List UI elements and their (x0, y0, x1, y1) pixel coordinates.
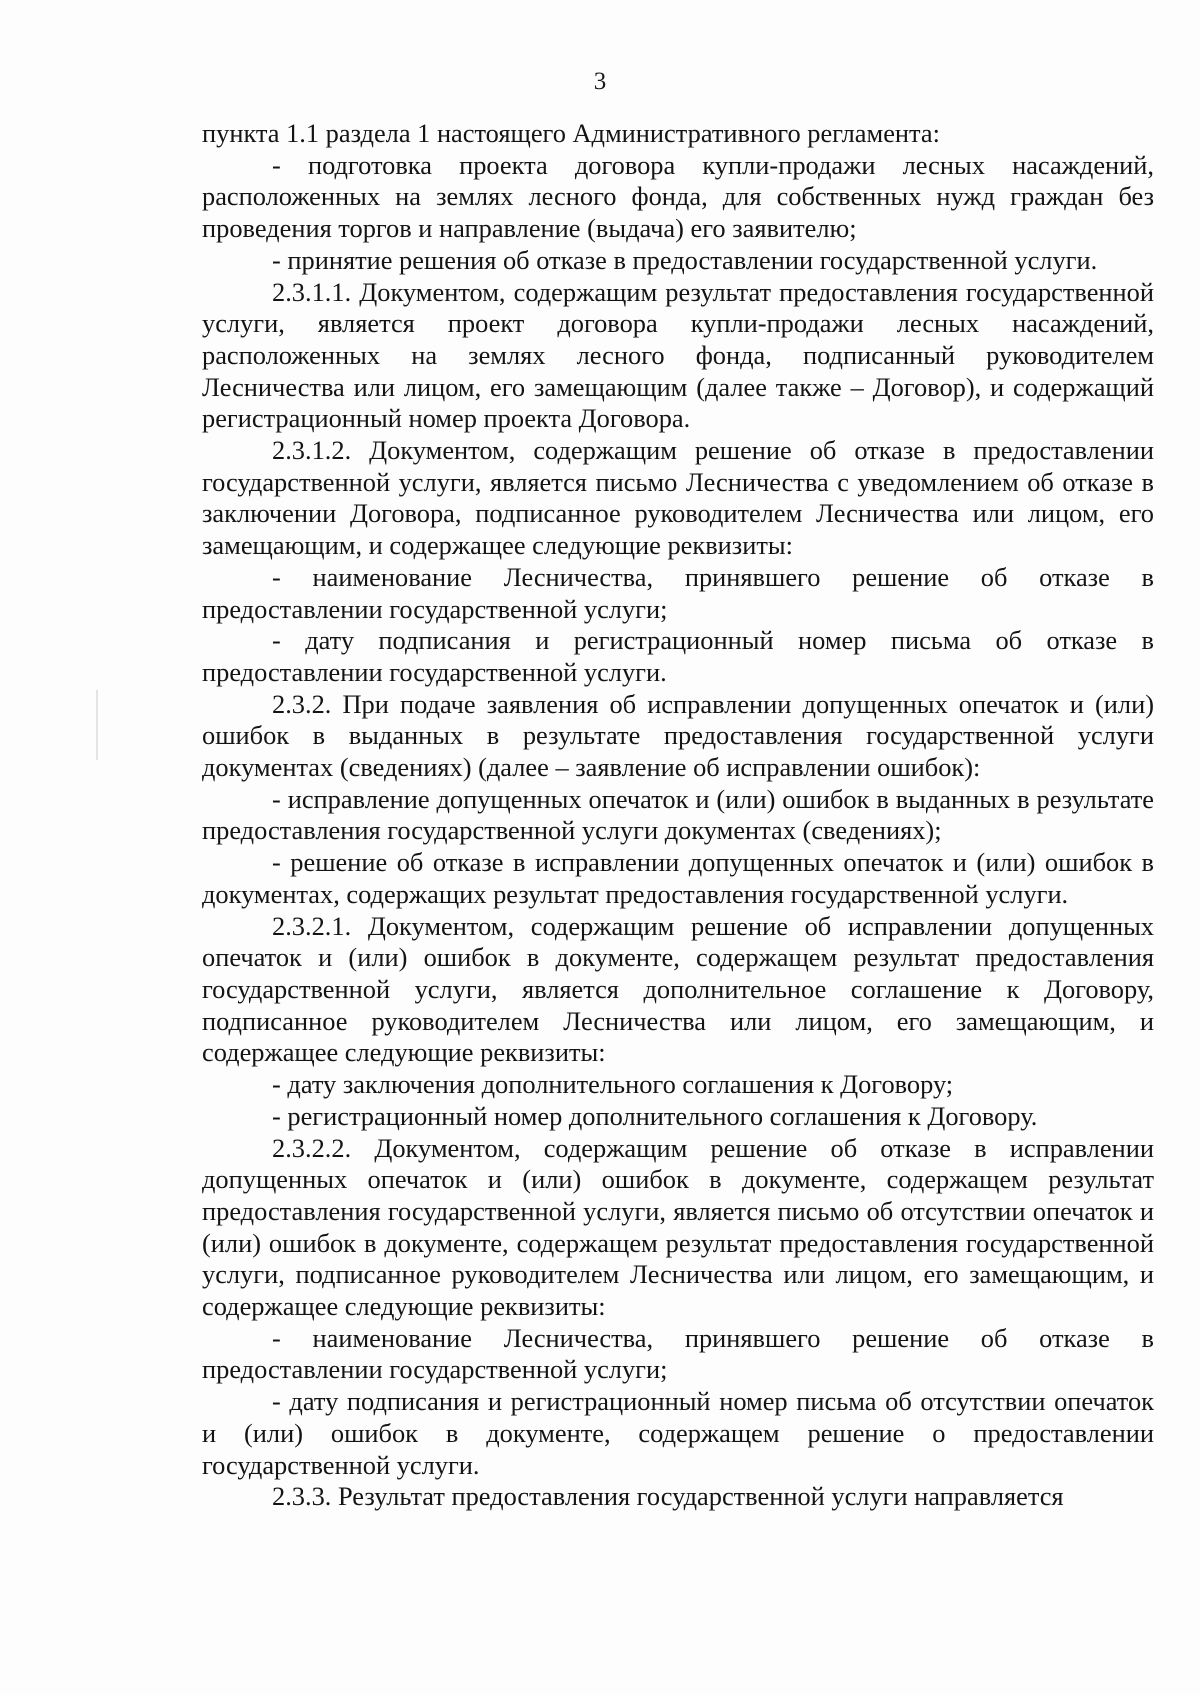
list-item-correction: - исправление допущенных опечаток и (или) ошибок в выданных в результате предоставления государственной услуги документах (сведениях); (202, 783, 1154, 846)
clause-2-3-2-1: 2.3.2.1. Документом, содержащим решение об исправлении допущенных опечаток и (или) ошибок в документе, содержащем результат предоставления государственной услуги, является дополнительное соглашение к Договору, подписанное руководителем Лесничества или лицом, его замещающим, и содержащее следующие реквизиты: (202, 910, 1154, 1068)
document-body (202, 118, 1154, 1513)
clause-2-3-3: 2.3.3. Результат предоставления государственной услуги направляется (272, 1481, 1064, 1512)
page-number: 3 (593, 68, 607, 95)
paragraph-intro: пункта 1.1 раздела 1 настоящего Административного регламента: (202, 118, 940, 148)
clause-2-3-1-1: 2.3.1.1. Документом, содержащим результат предоставления государственной услуги, является проект договора купли-продажи лесных насаждений, расположенных на землях лесного фонда, подписанный руководителем Лесничества или лицом, его замещающим (далее также – Договор), и содержащий регистрационный номер проекта Договора. (202, 276, 1154, 434)
list-item-signing-date-2: - дату подписания и регистрационный номер письма об отсутствии опечаток и (или) ошибок в документе, содержащем решение о предоставлении государственной услуги. (202, 1386, 1154, 1480)
clause-2-3-1-2: 2.3.1.2. Документом, содержащим решение об отказе в предоставлении государственной услуги, является письмо Лесничества с уведомлением об отказе в заключении Договора, подписанное руководителем Лесничества или лицом, его замещающим, и содержащее следующие реквизиты: (202, 435, 1154, 561)
list-item-refusal-decision: - принятие решения об отказе в предоставлении государственной услуги. (272, 244, 1098, 275)
list-item-agreement-number: - регистрационный номер дополнительного соглашения к Договору. (272, 1100, 1038, 1131)
clause-2-3-2-2: 2.3.2.2. Документом, содержащим решение об отказе в исправлении допущенных опечаток и (или) ошибок в документе, содержащем результат предоставления государственной услуги, является письмо об отсутствии опечаток и (или) ошибок в документе, содержащем результат предоставления государственной услуги, подписанное руководителем Лесничества или лицом, его замещающим, и содержащее следующие реквизиты: (202, 1132, 1154, 1322)
list-item-forestry-name: - наименование Лесничества, принявшего решение об отказе в предоставлении государственной услуги; (202, 561, 1154, 624)
scan-margin-mark (96, 690, 98, 760)
list-item-forestry-name-2: - наименование Лесничества, принявшего решение об отказе в предоставлении государственной услуги; (202, 1322, 1154, 1385)
clause-2-3-2: 2.3.2. При подаче заявления об исправлении допущенных опечаток и (или) ошибок в выданных в результате предоставления государственной услуги документах (сведениях) (далее – заявление об исправлении ошибок): (202, 688, 1154, 783)
list-item-draft-contract: - подготовка проекта договора купли-продажи лесных насаждений, расположенных на землях лесного фонда, для собственных нужд граждан без проведения торгов и направление (выдача) его заявителю; (202, 149, 1154, 244)
list-item-signing-date: - дату подписания и регистрационный номер письма об отказе в предоставлении государственной услуги. (202, 625, 1154, 687)
list-item-correction-refusal: - решение об отказе в исправлении допущенных опечаток и (или) ошибок в документах, содержащих результат предоставления государственной услуги. (202, 847, 1154, 909)
list-item-agreement-date: - дату заключения дополнительного соглашения к Договору; (272, 1069, 954, 1100)
